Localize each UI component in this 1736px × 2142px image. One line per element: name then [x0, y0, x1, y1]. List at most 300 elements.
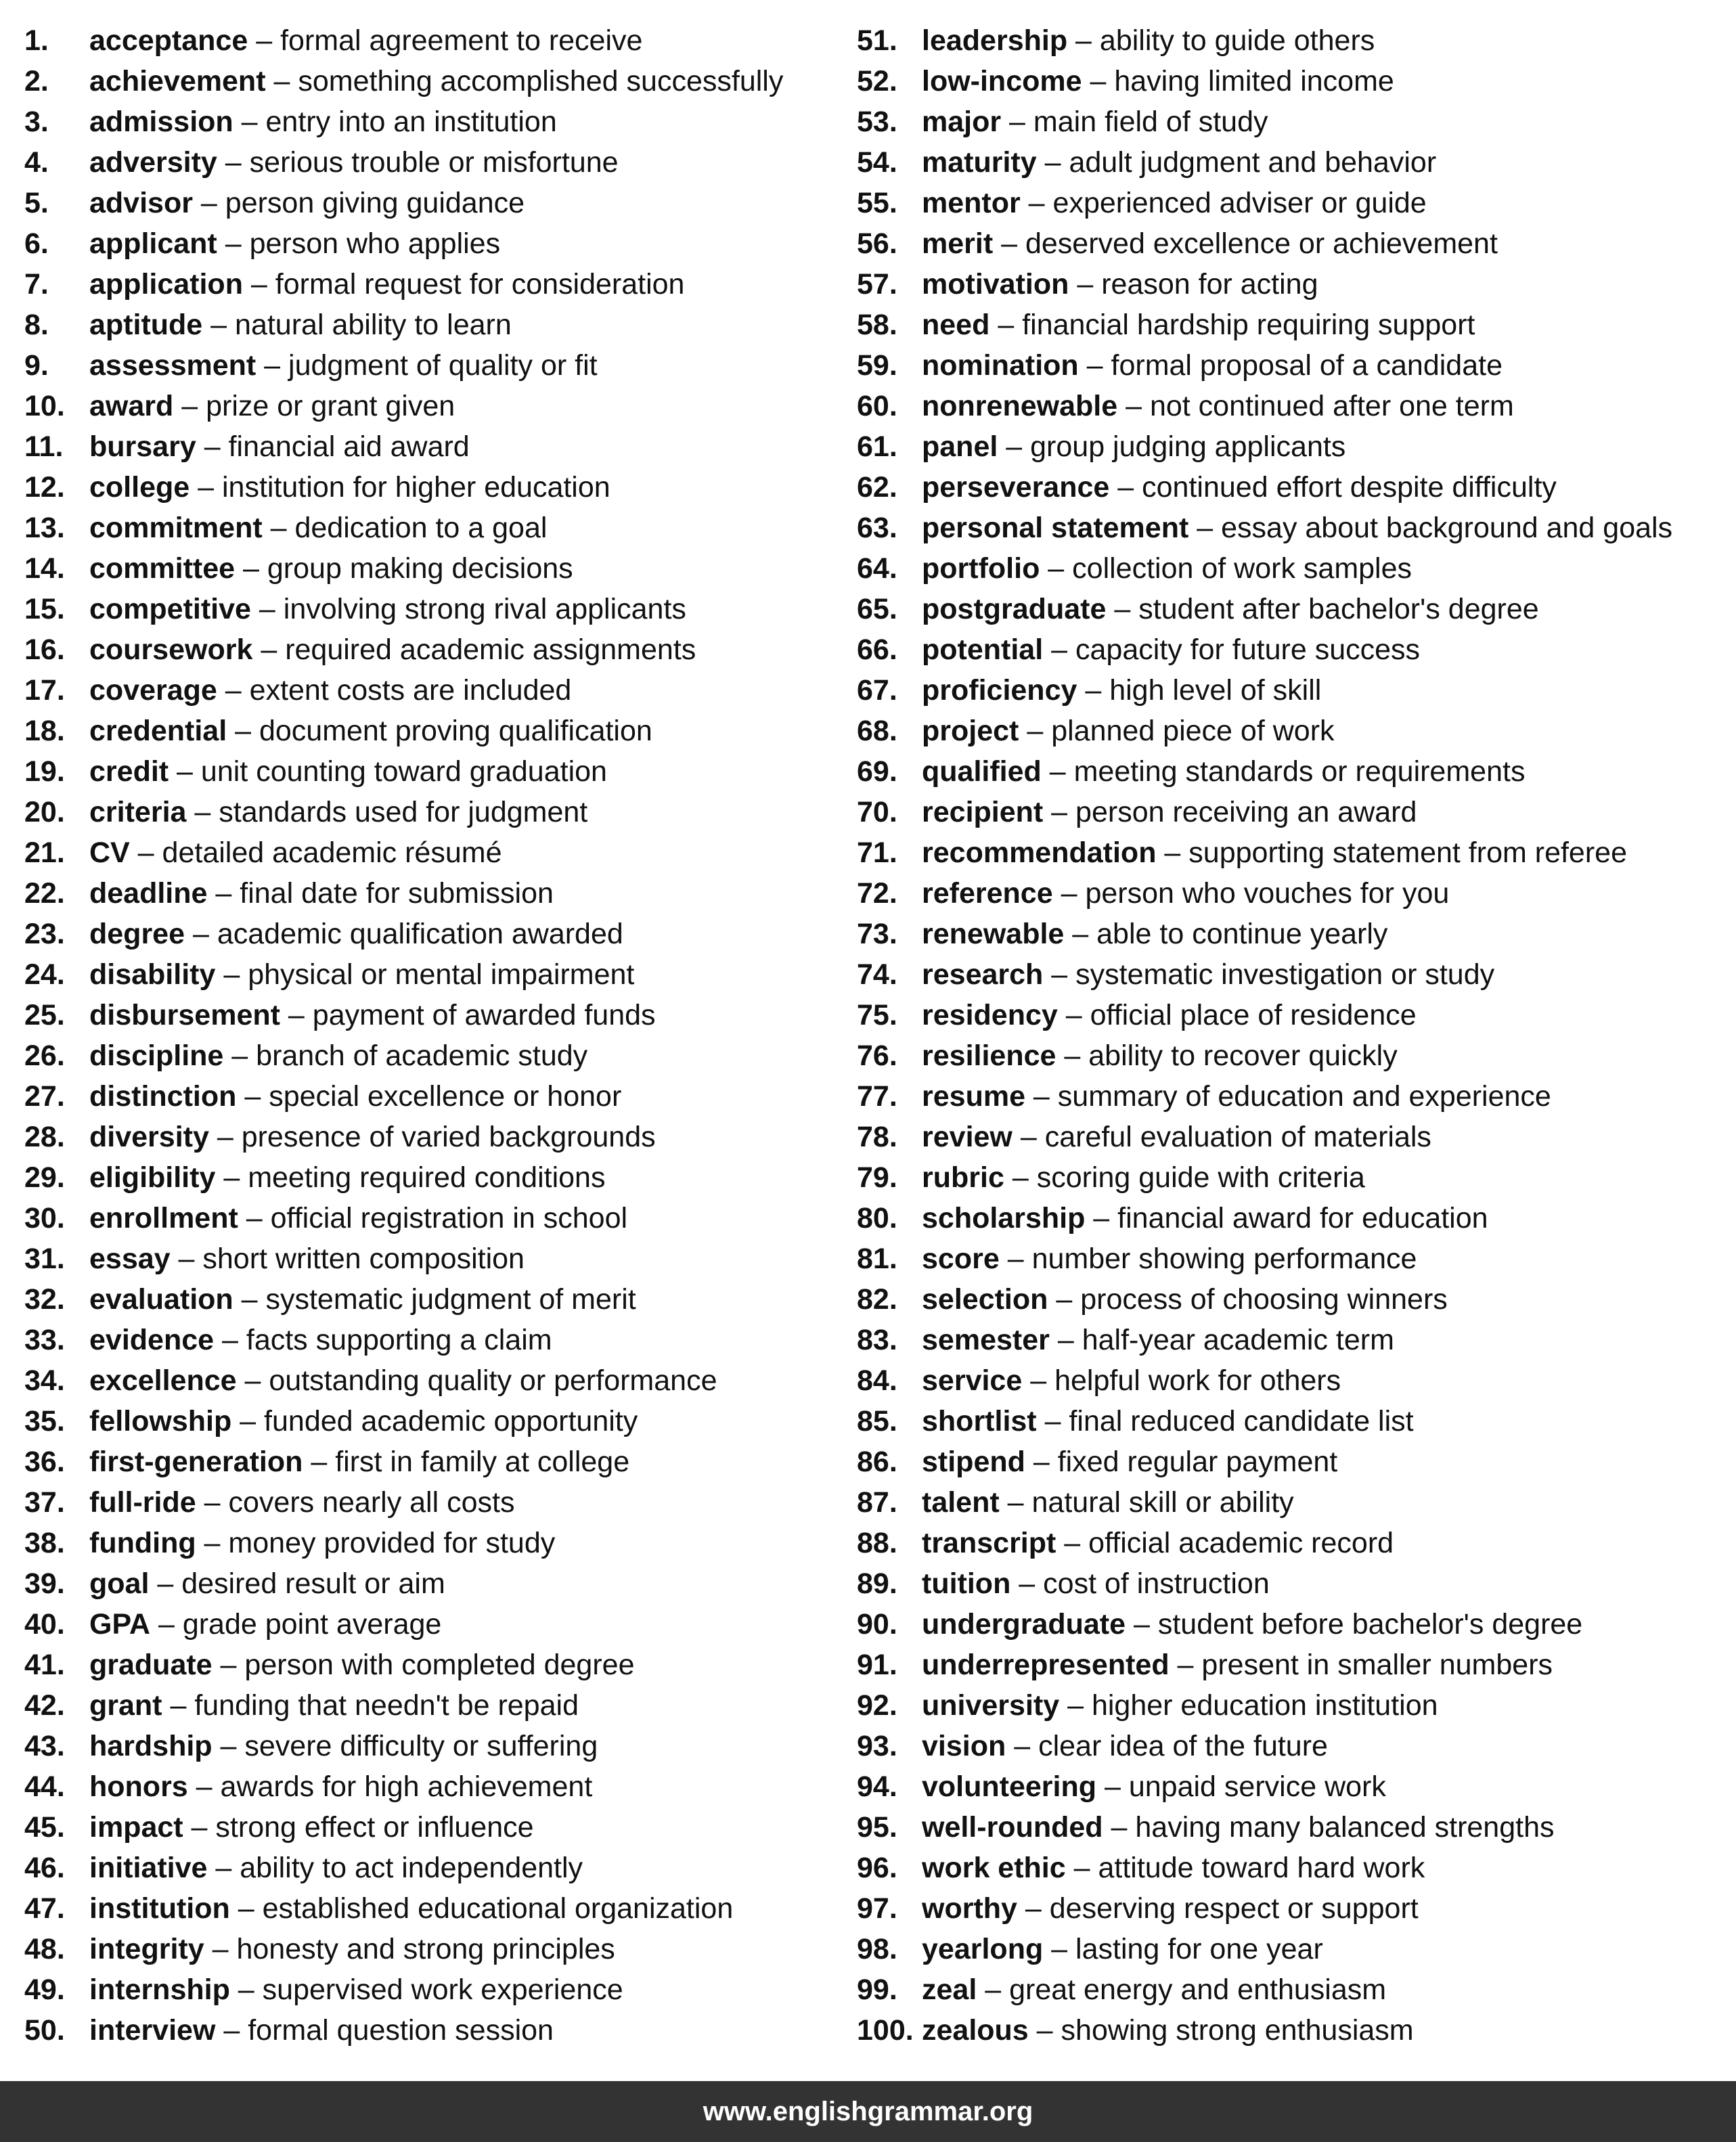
list-item [24, 1766, 850, 1807]
item-text [922, 1157, 1365, 1198]
item-text [89, 20, 642, 61]
item-definition: group judging applicants [1030, 430, 1346, 463]
list-item [857, 1848, 1730, 1888]
item-number: 86. [857, 1446, 897, 1478]
list-item [857, 954, 1730, 995]
item-term: stipend [922, 1446, 1025, 1478]
list-item [857, 670, 1730, 711]
item-number: 25. [24, 999, 65, 1031]
item-term: shortlist [922, 1405, 1037, 1437]
list-item [857, 1604, 1730, 1645]
item-term: assessment [89, 349, 257, 382]
item-number: 75. [857, 999, 897, 1031]
item-number: 73. [857, 918, 897, 950]
item-term: disbursement [89, 999, 280, 1031]
list-item [857, 914, 1730, 954]
item-separator: – [1019, 715, 1052, 747]
list-item [24, 1888, 850, 1929]
item-separator: – [1057, 999, 1090, 1031]
item-separator: – [229, 1973, 263, 2006]
item-definition: financial hardship requiring support [1022, 309, 1475, 341]
item-definition: higher education institution [1091, 1689, 1438, 1722]
item-number: 17. [24, 674, 65, 707]
item-text [89, 670, 571, 711]
item-definition: serious trouble or misfortune [249, 146, 619, 179]
item-number: 8. [24, 309, 49, 341]
item-number: 54. [857, 146, 897, 179]
item-separator: – [217, 227, 250, 260]
list-item [24, 183, 850, 223]
item-number: 49. [24, 1973, 65, 2006]
item-number: 44. [24, 1770, 65, 1803]
list-item [24, 792, 850, 832]
item-separator: – [1001, 106, 1033, 138]
item-term: coverage [89, 674, 217, 707]
item-term: transcript [922, 1527, 1056, 1559]
item-term: underrepresented [922, 1649, 1170, 1681]
list-item [24, 629, 850, 670]
item-separator: – [999, 1243, 1032, 1275]
item-text [89, 61, 783, 102]
list-item [857, 1685, 1730, 1726]
right-column [857, 20, 1730, 2051]
item-separator: – [1017, 1892, 1050, 1925]
item-text [89, 1523, 555, 1563]
footer-website: www.englishgrammar.org [0, 2081, 1736, 2142]
item-text [922, 2010, 1414, 2051]
item-text [922, 1848, 1425, 1888]
item-definition: not continued after one term [1149, 390, 1514, 422]
list-item [857, 305, 1730, 345]
item-text [89, 1482, 514, 1523]
item-term: nonrenewable [922, 390, 1118, 422]
item-definition: lasting for one year [1075, 1933, 1323, 1965]
list-item [24, 264, 850, 305]
item-definition: having many balanced strengths [1135, 1811, 1555, 1844]
item-text [89, 995, 656, 1035]
item-number: 93. [857, 1730, 897, 1762]
item-definition: having limited income [1114, 65, 1394, 97]
item-term: personal statement [922, 512, 1189, 544]
item-number: 100. [857, 2014, 914, 2047]
item-separator: – [217, 146, 250, 179]
list-item [857, 995, 1730, 1035]
item-term: leadership [922, 24, 1068, 57]
item-definition: something accomplished successfully [298, 65, 784, 97]
list-item [857, 1279, 1730, 1320]
item-separator: – [227, 715, 259, 747]
item-definition: involving strong rival applicants [283, 593, 686, 625]
item-term: first-generation [89, 1446, 303, 1478]
item-definition: number showing performance [1031, 1243, 1417, 1275]
item-text [922, 711, 1335, 751]
item-term: college [89, 471, 190, 504]
list-item [24, 1929, 850, 1969]
item-definition: clear idea of the future [1038, 1730, 1328, 1762]
list-item [24, 832, 850, 873]
item-term: vision [922, 1730, 1006, 1762]
item-number: 2. [24, 65, 49, 97]
item-number: 74. [857, 958, 897, 991]
item-separator: – [1036, 146, 1069, 179]
item-text [89, 873, 554, 914]
list-item [24, 305, 850, 345]
item-text [922, 1035, 1398, 1076]
item-text [922, 61, 1394, 102]
item-definition: person giving guidance [225, 187, 525, 219]
item-text [89, 223, 500, 264]
vocabulary-list [0, 20, 1736, 2057]
list-item [24, 386, 850, 426]
item-separator: – [262, 512, 295, 544]
item-separator: – [196, 430, 229, 463]
list-item [857, 223, 1730, 264]
item-definition: severe difficulty or suffering [244, 1730, 598, 1762]
item-definition: honesty and strong principles [236, 1933, 615, 1965]
item-separator: – [1043, 633, 1075, 666]
item-definition: established educational organization [262, 1892, 734, 1925]
item-term: acceptance [89, 24, 248, 57]
item-number: 89. [857, 1567, 897, 1600]
item-separator: – [233, 1283, 266, 1316]
item-definition: desired result or aim [181, 1567, 445, 1600]
list-item [24, 670, 850, 711]
item-text [89, 1401, 638, 1442]
item-number: 47. [24, 1892, 65, 1925]
item-separator: – [1041, 755, 1074, 788]
item-definition: official place of residence [1090, 999, 1417, 1031]
item-separator: – [1065, 1852, 1098, 1884]
list-item [857, 711, 1730, 751]
item-separator: – [1004, 1161, 1037, 1194]
item-number: 99. [857, 1973, 897, 2006]
item-definition: standards used for judgment [219, 796, 588, 828]
item-text [922, 1807, 1555, 1848]
item-term: award [89, 390, 174, 422]
item-separator: – [1078, 349, 1111, 382]
list-item [24, 1360, 850, 1401]
item-number: 19. [24, 755, 65, 788]
item-term: project [922, 715, 1019, 747]
list-item [857, 264, 1730, 305]
item-definition: reason for acting [1101, 268, 1318, 300]
item-definition: cost of instruction [1043, 1567, 1270, 1600]
item-separator: – [231, 1405, 265, 1437]
list-item [24, 1482, 850, 1523]
item-definition: high level of skill [1109, 674, 1322, 707]
item-definition: final date for submission [240, 877, 554, 910]
item-text [922, 386, 1514, 426]
item-separator: – [256, 349, 289, 382]
item-separator: – [999, 1486, 1032, 1519]
item-number: 48. [24, 1933, 65, 1965]
item-number: 80. [857, 1202, 897, 1234]
list-item [24, 873, 850, 914]
list-item [857, 1726, 1730, 1766]
item-term: advisor [89, 187, 193, 219]
item-text [922, 1563, 1270, 1604]
item-number: 4. [24, 146, 49, 179]
item-text [89, 954, 634, 995]
item-term: well-rounded [922, 1811, 1103, 1844]
item-text [89, 589, 686, 629]
list-item [24, 1726, 850, 1766]
item-term: admission [89, 106, 233, 138]
item-text [922, 1888, 1419, 1929]
item-definition: summary of education and experience [1057, 1080, 1551, 1113]
item-separator: – [150, 1608, 183, 1641]
item-definition: showing strong enthusiasm [1061, 2014, 1414, 2047]
item-separator: – [993, 227, 1025, 260]
item-definition: helpful work for others [1054, 1364, 1341, 1397]
item-text [89, 1969, 623, 2010]
item-definition: formal proposal of a candidate [1111, 349, 1503, 382]
list-item [857, 873, 1730, 914]
item-term: tuition [922, 1567, 1011, 1600]
item-number: 14. [24, 552, 65, 585]
item-definition: collection of work samples [1072, 552, 1412, 585]
item-number: 62. [857, 471, 897, 504]
item-term: proficiency [922, 674, 1077, 707]
item-text [89, 1604, 441, 1645]
list-item [857, 1929, 1730, 1969]
item-text [922, 1685, 1438, 1726]
item-term: honors [89, 1770, 188, 1803]
item-definition: formal agreement to receive [280, 24, 643, 57]
item-term: degree [89, 918, 185, 950]
item-term: work ethic [922, 1852, 1066, 1884]
item-term: semester [922, 1324, 1050, 1356]
item-definition: dedication to a goal [294, 512, 548, 544]
item-separator: – [303, 1446, 336, 1478]
item-term: scholarship [922, 1202, 1086, 1234]
item-separator: – [190, 471, 222, 504]
list-item [24, 1848, 850, 1888]
item-separator: – [196, 1486, 229, 1519]
item-number: 11. [24, 430, 64, 463]
item-text [89, 1929, 615, 1969]
list-item [857, 792, 1730, 832]
item-number: 30. [24, 1202, 65, 1234]
item-text [89, 751, 607, 792]
item-separator: – [1043, 958, 1076, 991]
item-text [922, 1239, 1417, 1279]
item-definition: official academic record [1088, 1527, 1394, 1559]
item-number: 57. [857, 268, 897, 300]
item-number: 16. [24, 633, 65, 666]
item-separator: – [215, 1161, 248, 1194]
item-text [922, 1442, 1337, 1482]
item-definition: physical or mental impairment [248, 958, 635, 991]
list-item [24, 1239, 850, 1279]
item-separator: – [229, 1892, 263, 1925]
item-term: grant [89, 1689, 162, 1722]
item-definition: person receiving an award [1075, 796, 1417, 828]
item-definition: deserved excellence or achievement [1025, 227, 1498, 260]
item-definition: entry into an institution [265, 106, 557, 138]
item-separator: – [1025, 1446, 1058, 1478]
list-item [24, 995, 850, 1035]
item-term: competitive [89, 593, 251, 625]
item-number: 76. [857, 1040, 897, 1072]
item-separator: – [1156, 836, 1189, 869]
item-separator: – [162, 1689, 195, 1722]
item-separator: – [1049, 1324, 1082, 1356]
item-definition: meeting standards or requirements [1073, 755, 1526, 788]
item-definition: attitude toward hard work [1098, 1852, 1425, 1884]
item-text [922, 792, 1417, 832]
item-definition: planned piece of work [1051, 715, 1335, 747]
item-text [922, 1198, 1488, 1239]
item-number: 42. [24, 1689, 65, 1722]
item-separator: – [1056, 1040, 1089, 1072]
item-definition: unpaid service work [1128, 1770, 1386, 1803]
item-separator: – [196, 1527, 229, 1559]
item-definition: official registration in school [270, 1202, 628, 1234]
item-term: renewable [922, 918, 1065, 950]
item-number: 91. [857, 1649, 897, 1681]
item-text [922, 1076, 1551, 1117]
item-separator: – [1064, 918, 1097, 950]
item-separator: – [204, 1933, 237, 1965]
item-number: 78. [857, 1121, 897, 1153]
item-separator: – [187, 1770, 221, 1803]
list-item [857, 1969, 1730, 2010]
list-item [857, 1320, 1730, 1360]
item-term: recipient [922, 796, 1044, 828]
list-item [24, 1035, 850, 1076]
item-number: 98. [857, 1933, 897, 1965]
list-item [24, 1807, 850, 1848]
item-separator: – [250, 593, 284, 625]
item-definition: systematic judgment of merit [265, 1283, 636, 1316]
list-item [857, 751, 1730, 792]
item-number: 87. [857, 1486, 897, 1519]
item-number: 59. [857, 349, 897, 382]
list-item [857, 1442, 1730, 1482]
item-separator: – [1010, 1567, 1044, 1600]
item-term: CV [89, 836, 130, 869]
item-definition: group making decisions [267, 552, 573, 585]
item-text [922, 751, 1525, 792]
item-separator: – [223, 1040, 257, 1072]
item-number: 84. [857, 1364, 897, 1397]
item-number: 55. [857, 187, 897, 219]
item-separator: – [207, 1852, 240, 1884]
item-text [89, 1645, 635, 1685]
item-separator: – [170, 1243, 203, 1275]
item-definition: special excellence or honor [269, 1080, 622, 1113]
item-definition: prize or grant given [206, 390, 455, 422]
left-column [24, 20, 850, 2051]
item-term: goal [89, 1567, 150, 1600]
list-item [24, 1320, 850, 1360]
list-item [857, 1523, 1730, 1563]
list-item [857, 548, 1730, 589]
item-text [89, 1848, 583, 1888]
item-text [922, 1523, 1394, 1563]
item-text [922, 345, 1503, 386]
item-number: 32. [24, 1283, 65, 1316]
list-item [857, 629, 1730, 670]
item-definition: awards for high achievement [220, 1770, 593, 1803]
list-item [857, 508, 1730, 548]
item-text [89, 386, 455, 426]
item-term: portfolio [922, 552, 1040, 585]
item-text [89, 1035, 587, 1076]
item-term: major [922, 106, 1002, 138]
item-text [89, 1888, 733, 1929]
list-item [24, 589, 850, 629]
item-text [89, 305, 512, 345]
list-item [24, 711, 850, 751]
item-term: panel [922, 430, 998, 463]
list-item [24, 914, 850, 954]
item-term: credential [89, 715, 227, 747]
item-definition: extent costs are included [249, 674, 572, 707]
item-number: 33. [24, 1324, 65, 1356]
item-term: commitment [89, 512, 263, 544]
item-number: 94. [857, 1770, 897, 1803]
item-term: discipline [89, 1040, 224, 1072]
item-text [922, 1604, 1582, 1645]
item-separator: – [149, 1567, 182, 1600]
item-separator: – [1085, 1202, 1118, 1234]
list-item [857, 467, 1730, 508]
list-item [24, 61, 850, 102]
item-number: 38. [24, 1527, 65, 1559]
item-definition: formal question session [248, 2014, 554, 2047]
list-item [857, 1482, 1730, 1523]
item-separator: – [1056, 1527, 1089, 1559]
item-separator: – [183, 1811, 216, 1844]
item-separator: – [1025, 1080, 1058, 1113]
item-separator: – [1043, 1933, 1076, 1965]
item-separator: – [233, 106, 266, 138]
item-definition: natural ability to learn [235, 309, 512, 341]
item-term: committee [89, 552, 236, 585]
item-definition: outstanding quality or performance [269, 1364, 717, 1397]
list-item [24, 20, 850, 61]
item-term: hardship [89, 1730, 213, 1762]
item-text [922, 954, 1494, 995]
item-definition: final reduced candidate list [1069, 1405, 1414, 1437]
item-number: 6. [24, 227, 49, 260]
item-text [89, 1442, 629, 1482]
item-separator: – [238, 1202, 271, 1234]
item-number: 51. [857, 24, 897, 57]
list-item [857, 1198, 1730, 1239]
item-term: enrollment [89, 1202, 238, 1234]
list-item [857, 1645, 1730, 1685]
item-term: merit [922, 227, 994, 260]
item-definition: process of choosing winners [1080, 1283, 1448, 1316]
item-term: deadline [89, 877, 208, 910]
item-text [922, 1320, 1394, 1360]
item-text [922, 1929, 1323, 1969]
item-number: 10. [24, 390, 65, 422]
item-number: 3. [24, 106, 49, 138]
item-definition: half-year academic term [1082, 1324, 1394, 1356]
item-definition: natural skill or ability [1031, 1486, 1294, 1519]
list-item [24, 1523, 850, 1563]
item-term: adversity [89, 146, 217, 179]
item-text [922, 1482, 1294, 1523]
item-text [922, 223, 1498, 264]
item-text [89, 1198, 627, 1239]
item-definition: student before bachelor's degree [1157, 1608, 1583, 1641]
item-separator: – [1006, 1730, 1039, 1762]
